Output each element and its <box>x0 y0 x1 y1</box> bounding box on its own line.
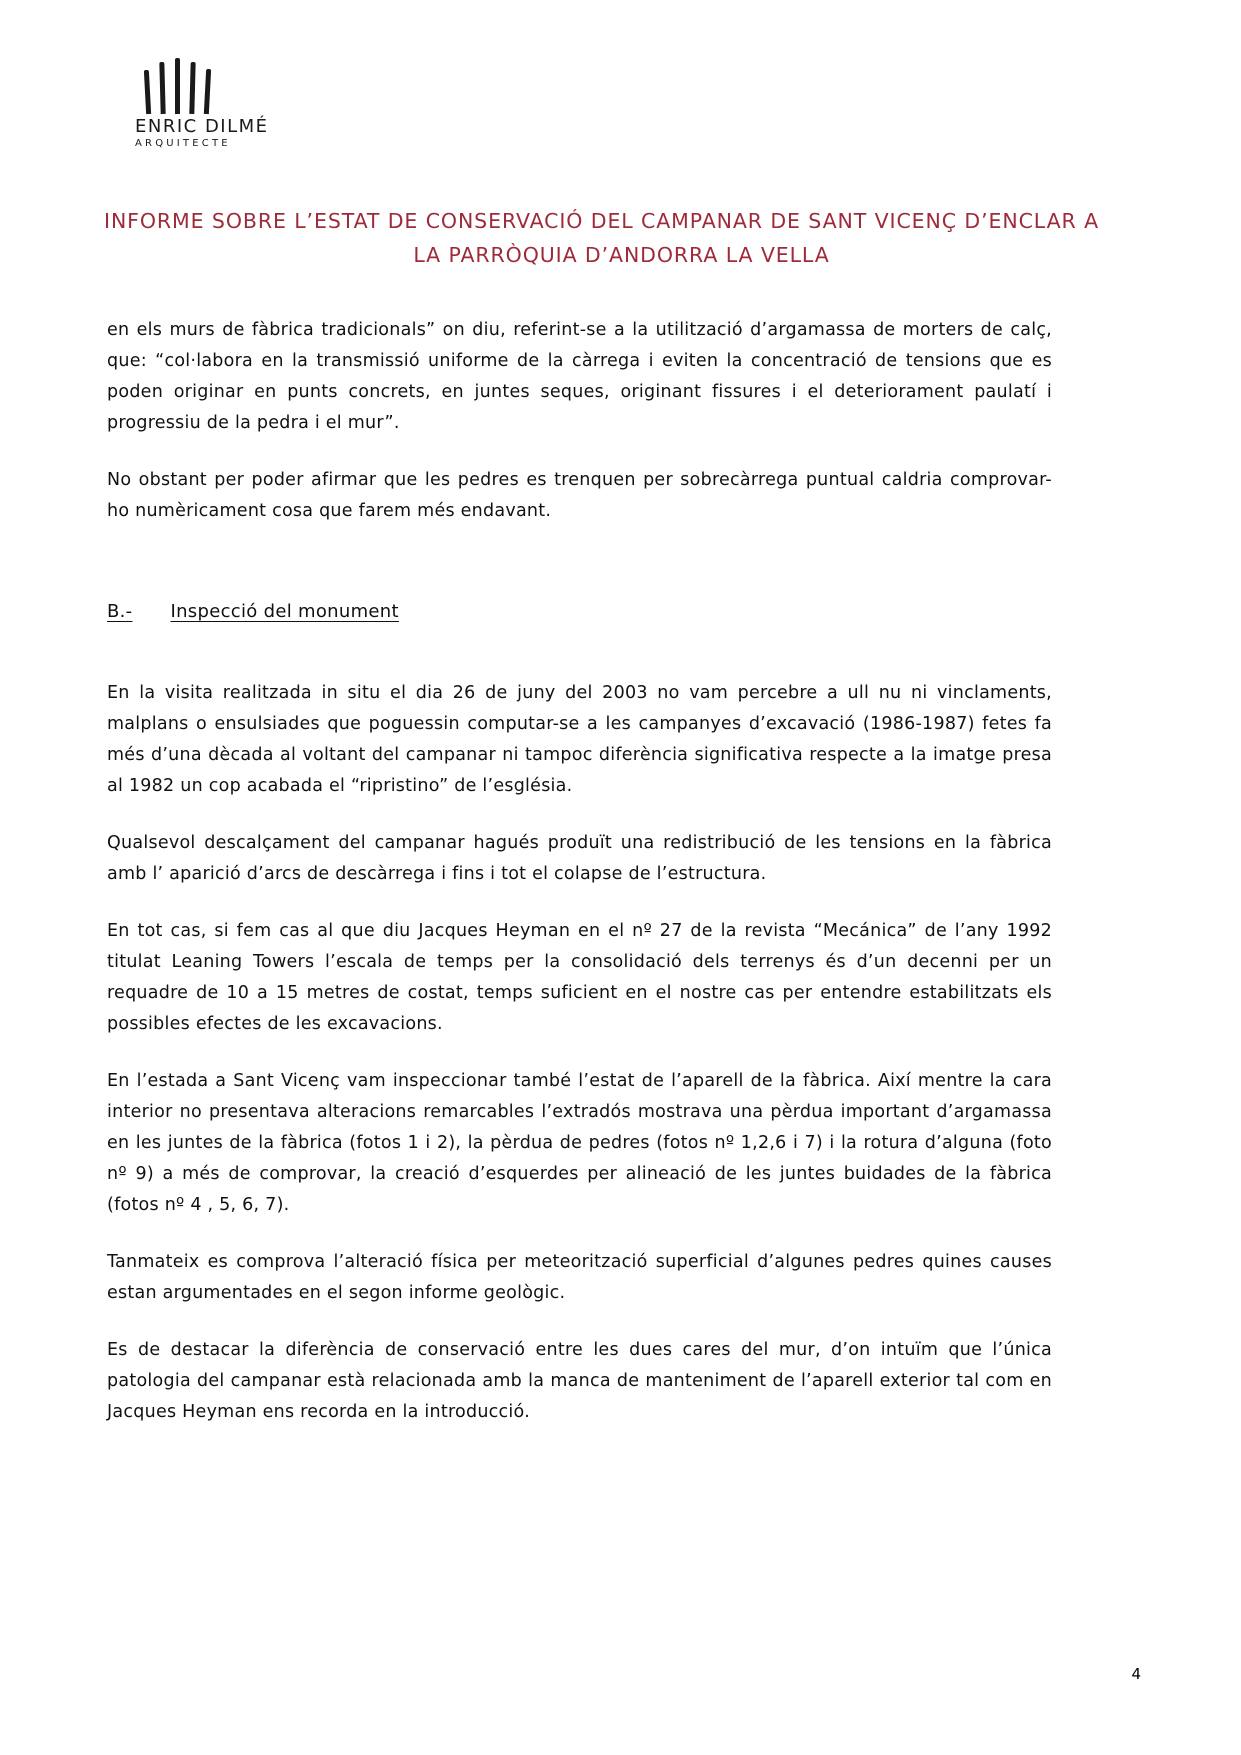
section-marker: B.- <box>107 601 133 622</box>
spacer <box>107 553 1052 601</box>
logo-subtitle: ARQUITECTE <box>135 138 231 149</box>
paragraph: No obstant per poder afirmar que les pedres es trenquen per sobrecàrrega puntual caldria comprovar-ho numèricament cosa que farem més endavant. <box>107 470 1052 521</box>
paragraph: En la visita realitzada in situ el dia 26 de juny del 2003 no vam percebre a ull nu ni vinclaments, malplans o ensulsiades que poguessin computar-se a les campanyes d’excavació (1986-1987) fetes fa més d’una dècada al voltant del campanar ni tampoc diferència significativa respecte a la imatge presa al 1982 un cop acabada el “ripristino” de l’església. <box>107 683 1052 796</box>
document-body <box>107 315 1052 1454</box>
paragraph: Tanmateix es comprova l’alteració física per meteorització superficial d’algunes pedres quines causes estan argumentades en el segon informe geològic. <box>107 1252 1052 1303</box>
paragraph: En tot cas, si fem cas al que diu Jacques Heyman en el nº 27 de la revista “Mecánica” de l’any 1992 titulat Leaning Towers l’escala de temps per la consolidació dels terrenys és d’un decenni per un requadre de 10 a 15 metres de costat, temps suficient en el nostre cas per entendre estabilitzats els possibles efectes de les excavacions. <box>107 921 1052 1034</box>
paragraph: Qualsevol descalçament del campanar hagués produït una redistribució de les tensions en la fàbrica amb l’ aparició d’arcs de descàrrega i fins i tot el colapse de l’estructura. <box>107 833 1052 884</box>
section-heading-label: Inspecció del monument <box>170 601 399 622</box>
paragraph: En l’estada a Sant Vicenç vam inspeccionar també l’estat de l’aparell de la fàbrica. Així mentre la cara interior no presentava alteracions remarcables l’extradós mostrava una pèrdua important d’argamassa en les juntes de la fàbrica (fotos 1 i 2), la pèrdua de pedres (fotos nº 1,2,6 i 7) i la rotura d’alguna (foto nº 9) a més de comprovar, la creació d’esquerdes per alineació de les juntes buidades de la fàbrica (fotos nº 4 , 5, 6, 7). <box>107 1071 1052 1215</box>
page-title <box>104 204 1139 272</box>
paragraph: Es de destacar la diferència de conservació entre les dues cares del mur, d’on intuïm que l’única patologia del campanar està relacionada amb la manca de manteniment de l’aparell exterior tal com en Jacques Heyman ens recorda en la introducció. <box>107 1340 1052 1422</box>
page-number: 4 <box>1131 1665 1141 1683</box>
page-title-line2: LA PARRÒQUIA D’ANDORRA LA VELLA <box>413 243 830 267</box>
page-title-line1: INFORME SOBRE L’ESTAT DE CONSERVACIÓ DEL CAMPANAR DE SANT VICENÇ D’ENCLAR A <box>104 209 1099 233</box>
logo <box>135 52 269 149</box>
spacer <box>107 622 1052 678</box>
column-capital-icon <box>141 52 227 114</box>
paragraph: en els murs de fàbrica tradicionals” on diu, referint-se a la utilització d’argamassa de morters de calç, que: “col·labora en la transmissió uniforme de la càrrega i eviten la concentració de tensions que es poden originar en punts concrets, en juntes seques, originant fissures i el deteriorament paulatí i progressiu de la pedra i el mur”. <box>107 320 1052 433</box>
logo-name: ENRIC DILMÉ <box>135 116 269 137</box>
section-heading <box>107 601 1052 622</box>
